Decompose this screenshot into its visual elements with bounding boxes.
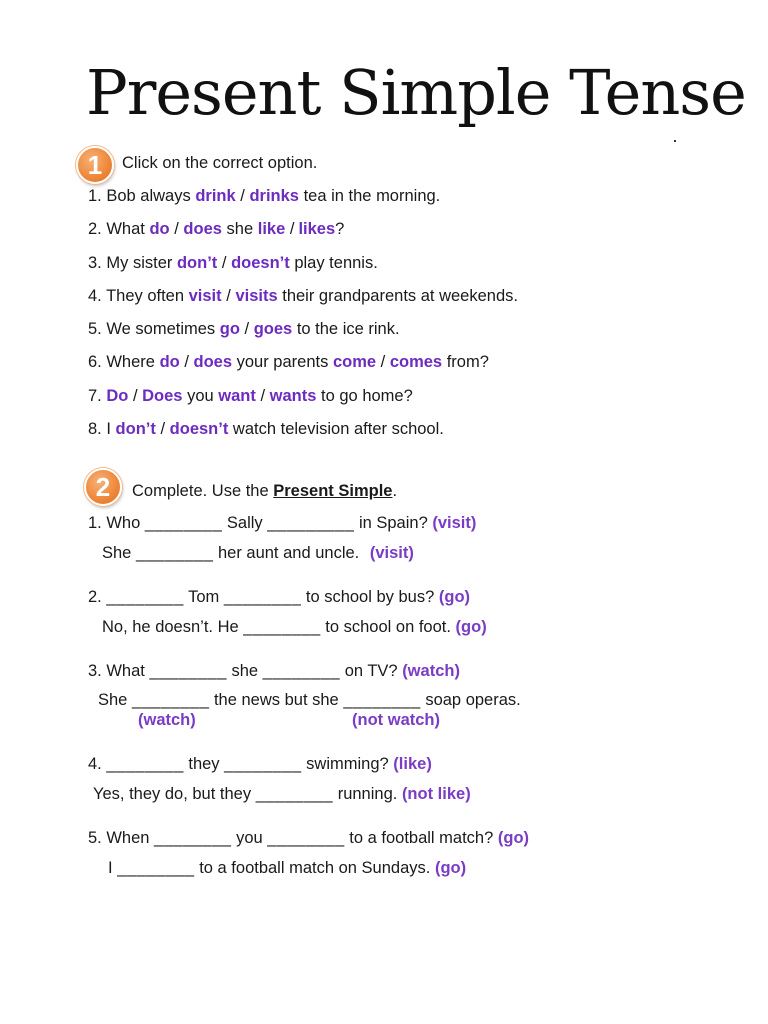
answer-text: her aunt and uncle. <box>217 544 360 562</box>
question-text: 5. When <box>88 829 150 847</box>
answer-text: Yes, they do, but they <box>93 785 252 803</box>
exercise-2-answer-2 <box>102 616 487 638</box>
item-text: We sometimes <box>106 320 216 338</box>
item-number: 7. <box>88 387 102 405</box>
option-separator: / <box>226 287 231 305</box>
option-separator: / <box>240 187 245 205</box>
item-number: 8. <box>88 420 102 438</box>
answer-text: to a football match on Sundays. <box>199 859 431 877</box>
option-dont[interactable]: don’t <box>176 254 218 272</box>
exercise-1-item-3 <box>88 252 378 274</box>
item-text: Bob always <box>106 187 191 205</box>
answer-blank[interactable]: ________ <box>255 785 334 803</box>
verb-hint: (go) <box>497 829 530 847</box>
exercise-1-item-4 <box>88 285 518 307</box>
option-does[interactable]: Does <box>142 387 183 405</box>
page-title: Present Simple Tense <box>86 56 746 129</box>
answer-text: No, he doesn’t. He <box>102 618 239 636</box>
option-separator: / <box>132 387 138 405</box>
answer-text: She <box>102 544 132 562</box>
question-text: 2. <box>88 588 102 606</box>
question-text: to school by bus? <box>305 588 435 606</box>
answer-blank[interactable]: ________ <box>343 691 421 709</box>
verb-hint: (visit) <box>432 514 477 532</box>
option-separator: / <box>289 220 295 238</box>
option-dont[interactable]: don’t <box>115 420 156 438</box>
question-text: she <box>231 662 259 680</box>
exercise-1-item-2 <box>88 218 344 240</box>
option-separator: / <box>184 353 189 371</box>
item-text: she <box>226 220 254 238</box>
item-text: I <box>106 420 111 438</box>
item-number: 2. <box>88 220 102 238</box>
option-separator: / <box>260 387 266 405</box>
exercise-2-answer-3 <box>98 689 521 711</box>
option-do[interactable]: Do <box>106 387 129 405</box>
item-text: watch television after school. <box>232 420 444 438</box>
section-1-instruction: Click on the correct option. <box>122 154 318 172</box>
option-like[interactable]: like <box>257 220 286 238</box>
answer-blank[interactable]: ________ <box>106 755 184 773</box>
option-separator: / <box>244 320 250 338</box>
answer-blank[interactable]: _________ <box>267 514 355 532</box>
answer-blank[interactable]: ________ <box>117 859 195 877</box>
item-number: 5. <box>88 320 102 338</box>
instruction-tense: Present Simple <box>273 482 393 500</box>
answer-text: the news but she <box>213 691 339 709</box>
item-text: from? <box>446 353 489 371</box>
option-visits[interactable]: visits <box>235 287 278 305</box>
question-text: you <box>236 829 263 847</box>
option-separator: / <box>160 420 166 438</box>
verb-hint: (not like) <box>401 785 471 803</box>
option-drink[interactable]: drink <box>195 187 236 205</box>
item-number: 6. <box>88 353 102 371</box>
answer-blank[interactable]: ________ <box>144 514 223 532</box>
exercise-2-answer-5 <box>108 857 466 879</box>
verb-hint: (like) <box>393 755 432 773</box>
stray-dot <box>674 140 676 142</box>
item-number: 4. <box>88 287 102 305</box>
answer-blank[interactable]: ________ <box>262 662 341 680</box>
answer-blank[interactable]: ________ <box>106 588 184 606</box>
answer-text: I <box>108 859 113 877</box>
item-text: your parents <box>236 353 329 371</box>
item-text: tea in the morning. <box>303 187 441 205</box>
answer-blank[interactable]: ________ <box>131 691 210 709</box>
verb-hint: (not watch) <box>352 711 440 729</box>
option-wants[interactable]: wants <box>269 387 317 405</box>
instruction-text: Complete. Use the <box>132 482 269 500</box>
verb-hint: (watch) <box>402 662 460 680</box>
verb-hint: (go) <box>438 588 471 606</box>
answer-text: running. <box>337 785 398 803</box>
option-separator: / <box>174 220 179 238</box>
item-text: their grandparents at weekends. <box>282 287 518 305</box>
verb-hint: (go) <box>455 618 487 636</box>
option-do[interactable]: do <box>159 353 180 371</box>
option-comes[interactable]: comes <box>389 353 443 371</box>
option-visit[interactable]: visit <box>188 287 222 305</box>
exercise-1-item-7 <box>88 385 413 407</box>
answer-text: to school on foot. <box>325 618 451 636</box>
item-text: My sister <box>106 254 173 272</box>
section-2-instruction <box>132 480 397 502</box>
section-1-badge: 1 <box>76 146 114 184</box>
question-text: 1. Who <box>88 514 141 532</box>
option-go[interactable]: go <box>219 320 240 338</box>
section-2-badge: 2 <box>84 468 122 506</box>
item-text: you <box>187 387 214 405</box>
question-text: Sally <box>226 514 263 532</box>
answer-blank[interactable]: ________ <box>267 829 345 847</box>
question-text: swimming? <box>306 755 389 773</box>
verb-hint: (watch) <box>138 711 196 729</box>
exercise-1-item-5 <box>88 318 400 340</box>
option-separator: / <box>380 353 386 371</box>
exercise-1-item-8 <box>88 418 444 440</box>
verb-hint: (visit) <box>369 544 414 562</box>
verb-hint: (go) <box>434 859 467 877</box>
item-text: What <box>106 220 145 238</box>
item-number: 1. <box>88 187 102 205</box>
option-doesnt[interactable]: doesn’t <box>169 420 229 438</box>
option-want[interactable]: want <box>218 387 256 405</box>
item-text: ? <box>335 220 345 238</box>
item-text: Where <box>106 353 155 371</box>
answer-blank[interactable]: ________ <box>149 662 227 680</box>
option-does[interactable]: does <box>183 220 222 238</box>
item-number: 3. <box>88 254 102 272</box>
option-doesnt[interactable]: doesn’t <box>231 254 290 272</box>
exercise-1-item-6 <box>88 351 489 373</box>
item-text: to the ice rink. <box>296 320 400 338</box>
question-text: 4. <box>88 755 102 773</box>
answer-text: She <box>98 691 128 709</box>
exercise-2-answer-4 <box>93 783 471 805</box>
exercise-1-item-1 <box>88 185 440 207</box>
exercise-2-question-4 <box>88 753 432 775</box>
option-separator: / <box>221 254 227 272</box>
question-text: Tom <box>188 588 220 606</box>
option-do[interactable]: do <box>149 220 170 238</box>
answer-blank[interactable]: ________ <box>223 588 302 606</box>
exercise-2-answer-1 <box>102 542 414 564</box>
answer-blank[interactable]: ________ <box>224 755 302 773</box>
exercise-2-question-2 <box>88 586 470 608</box>
option-come[interactable]: come <box>332 353 377 371</box>
question-text: they <box>188 755 220 773</box>
option-goes[interactable]: goes <box>253 320 293 338</box>
option-likes[interactable]: likes <box>298 220 336 238</box>
answer-blank[interactable]: ________ <box>243 618 321 636</box>
exercise-2-question-1 <box>88 512 476 534</box>
option-does[interactable]: does <box>193 353 233 371</box>
answer-text: soap operas. <box>425 691 521 709</box>
exercise-2-question-5 <box>88 827 529 849</box>
item-text: They often <box>106 287 185 305</box>
exercise-2-question-3 <box>88 660 460 682</box>
answer-blank[interactable]: ________ <box>135 544 214 562</box>
question-text: in Spain? <box>358 514 428 532</box>
item-text: play tennis. <box>294 254 378 272</box>
question-text: to a football match? <box>349 829 494 847</box>
question-text: 3. What <box>88 662 145 680</box>
instruction-period: . <box>392 482 398 500</box>
item-text: to go home? <box>321 387 413 405</box>
option-drinks[interactable]: drinks <box>249 187 299 205</box>
answer-blank[interactable]: ________ <box>154 829 232 847</box>
question-text: on TV? <box>344 662 398 680</box>
